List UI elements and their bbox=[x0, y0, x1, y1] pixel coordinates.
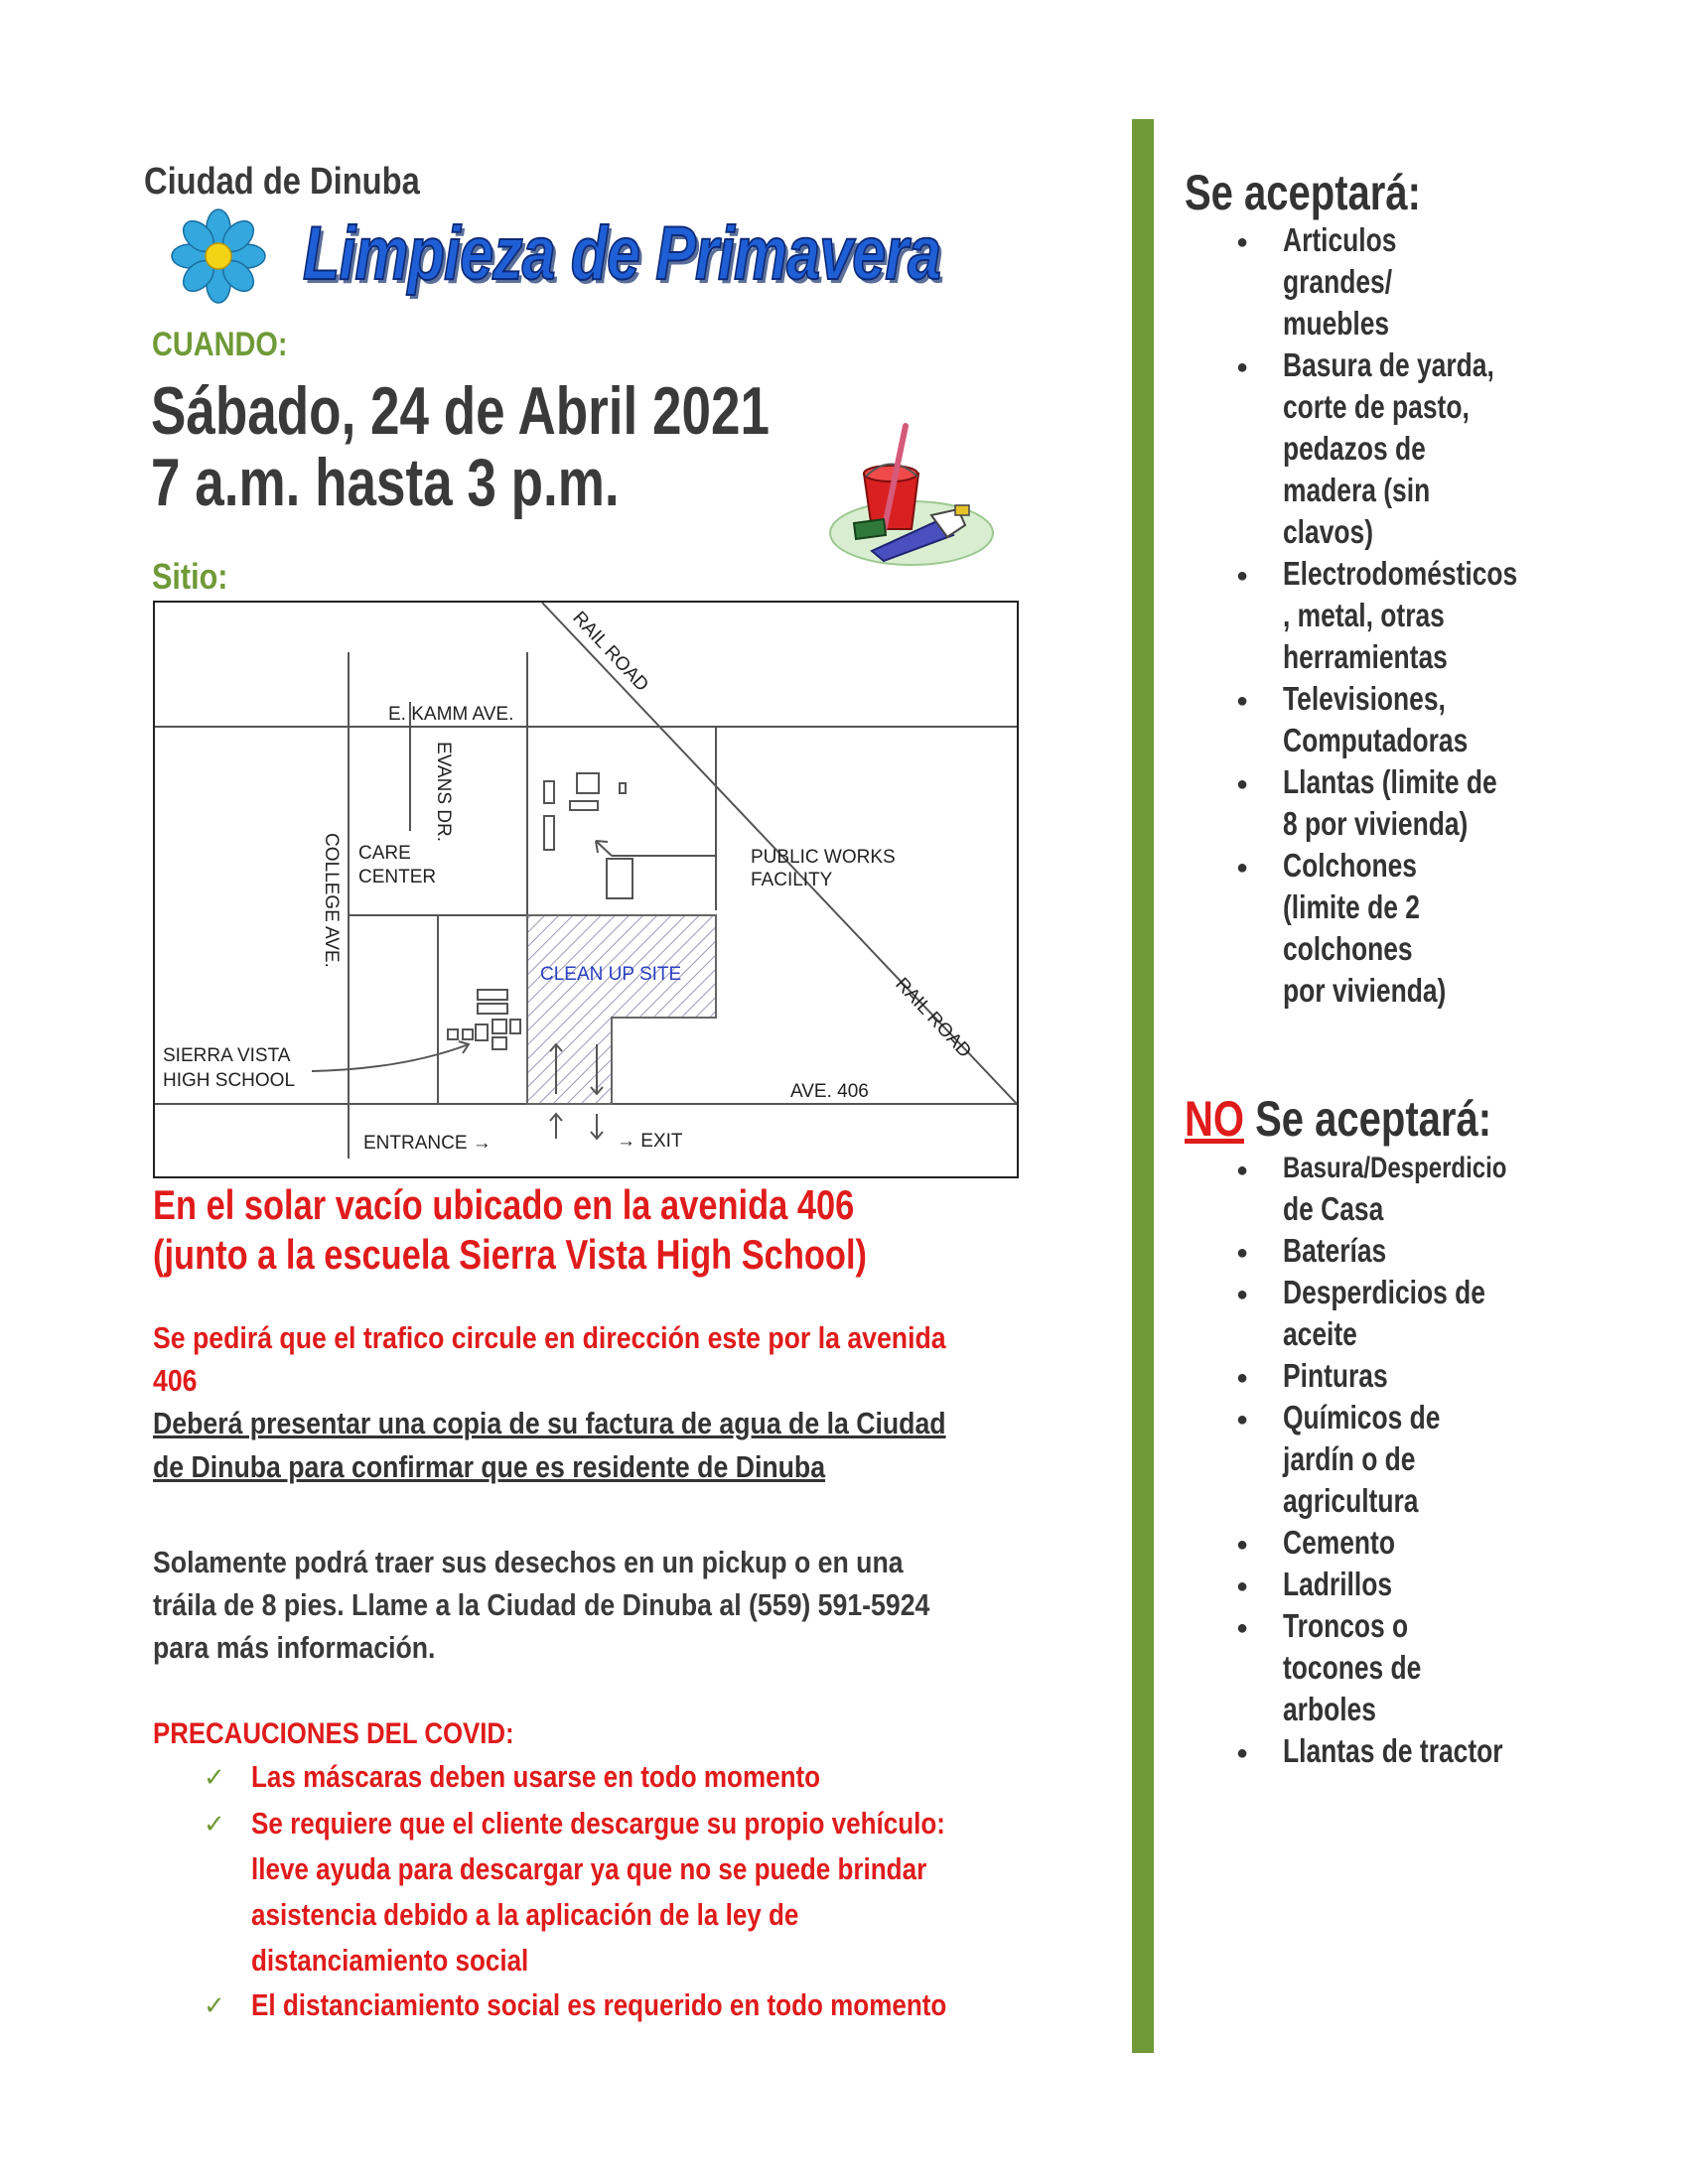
accepted-line: muebles bbox=[1283, 305, 1390, 341]
residency-line-1: Deberá presentar una copia de su factura de agua de la Ciudad bbox=[153, 1406, 946, 1440]
covid-item-2-line-3: asistencia debido a la aplicación de la ley de bbox=[251, 1897, 799, 1932]
accepted-line: Colchones bbox=[1283, 847, 1417, 884]
location-line-2: (junto a la escuela Sierra Vista High School) bbox=[153, 1231, 867, 1278]
not-accepted-line: tocones de bbox=[1283, 1649, 1422, 1686]
not-accepted-line: Desperdicios de bbox=[1283, 1274, 1485, 1310]
location-line-1: En el solar vacío ubicado en la avenida 406 bbox=[153, 1181, 855, 1228]
accepted-line: herramientas bbox=[1283, 638, 1448, 675]
not-accepted-line: Ladrillos bbox=[1283, 1566, 1393, 1602]
bullet-icon: ● bbox=[1236, 565, 1249, 587]
info-line-1: Solamente podrá traer sus desechos en un pickup o en una bbox=[153, 1545, 904, 1579]
accepted-line: (limite de 2 bbox=[1283, 888, 1420, 925]
accepted-line: corte de pasto, bbox=[1283, 388, 1470, 425]
bullet-icon: ● bbox=[1236, 1160, 1249, 1181]
map-label-entrance: ENTRANCE → bbox=[363, 1133, 492, 1154]
map-label-college: COLLEGE AVE. bbox=[321, 833, 342, 968]
site-map bbox=[153, 601, 1019, 1178]
cleaning-bucket-icon bbox=[824, 422, 998, 571]
covid-item-3: El distanciamiento social es requerido en todo momento bbox=[251, 1987, 947, 2022]
traffic-line-2: 406 bbox=[153, 1363, 198, 1398]
accepted-line: madera (sin bbox=[1283, 472, 1431, 508]
accepted-line: clavos) bbox=[1283, 513, 1373, 550]
flower-icon bbox=[169, 206, 268, 306]
info-line-2: tráila de 8 pies. Llame a la Ciudad de Dinuba al (559) 591-5924 bbox=[153, 1587, 930, 1622]
accepted-line: Computadoras bbox=[1283, 722, 1469, 758]
map-label-exit: → EXIT bbox=[617, 1131, 683, 1152]
residency-line-2: de Dinuba para confirmar que es residente de Dinuba bbox=[153, 1449, 826, 1484]
map-label-sierra-1: SIERRA VISTA bbox=[163, 1045, 291, 1066]
not-accepted-line: Troncos o bbox=[1283, 1607, 1409, 1644]
map-label-ave406: AVE. 406 bbox=[790, 1081, 869, 1102]
covid-item-2-line-1: Se requiere que el cliente descargue su propio vehículo: bbox=[251, 1806, 945, 1841]
bullet-icon: ● bbox=[1236, 1575, 1249, 1597]
map-label-sierra-2: HIGH SCHOOL bbox=[163, 1070, 296, 1091]
accepted-line: Llantas (limite de bbox=[1283, 763, 1497, 800]
map-label-clean-up: CLEAN UP SITE bbox=[540, 964, 682, 985]
traffic-line-1: Se pedirá que el trafico circule en dirección este por la avenida bbox=[153, 1320, 946, 1355]
map-label-public-works-2: FACILITY bbox=[751, 870, 833, 890]
event-time: 7 a.m. hasta 3 p.m. bbox=[151, 445, 620, 520]
accepted-line: colchones bbox=[1283, 930, 1413, 967]
not-accepted-line: Llantas de tractor bbox=[1283, 1732, 1503, 1769]
accepted-line: Televisiones, bbox=[1283, 680, 1446, 717]
not-accepted-line: de Casa bbox=[1283, 1190, 1384, 1227]
green-divider bbox=[1132, 119, 1154, 2053]
accepted-line: Electrodomésticos bbox=[1283, 555, 1518, 592]
accepted-line: 8 por vivienda) bbox=[1283, 805, 1469, 842]
not-accepted-line: agricultura bbox=[1283, 1482, 1419, 1519]
not-accepted-heading-rest: Se aceptará: bbox=[1244, 1091, 1492, 1147]
bullet-icon: ● bbox=[1236, 1534, 1249, 1556]
bullet-icon: ● bbox=[1236, 356, 1249, 378]
covid-heading: PRECAUCIONES DEL COVID: bbox=[153, 1717, 514, 1750]
not-accepted-line: Baterías bbox=[1283, 1232, 1387, 1269]
accepted-line: por vivienda) bbox=[1283, 972, 1447, 1009]
city-name: Ciudad de Dinuba bbox=[144, 161, 420, 203]
map-label-public-works-1: PUBLIC WORKS bbox=[751, 847, 896, 868]
bullet-icon: ● bbox=[1236, 1409, 1249, 1431]
map-label-care-1: CARE bbox=[358, 843, 411, 864]
not-accepted-line: jardín o de bbox=[1283, 1440, 1416, 1477]
bullet-icon: ● bbox=[1236, 857, 1249, 879]
not-accepted-line: aceite bbox=[1283, 1315, 1357, 1352]
bullet-icon: ● bbox=[1236, 773, 1249, 795]
site-label: Sitio: bbox=[152, 556, 228, 597]
check-icon: ✓ bbox=[204, 1809, 225, 1839]
when-label: CUANDO: bbox=[152, 326, 288, 363]
info-line-3: para más información. bbox=[153, 1630, 436, 1665]
map-label-evans: EVANS DR. bbox=[433, 742, 454, 843]
check-icon: ✓ bbox=[204, 1762, 225, 1792]
bullet-icon: ● bbox=[1236, 690, 1249, 712]
map-label-care-2: CENTER bbox=[358, 867, 437, 887]
bullet-icon: ● bbox=[1236, 231, 1249, 253]
not-accepted-line: Cemento bbox=[1283, 1524, 1395, 1561]
covid-item-2-line-4: distanciamiento social bbox=[251, 1943, 529, 1978]
page-title: Limpieza de Primavera bbox=[303, 211, 941, 296]
not-accepted-line: arboles bbox=[1283, 1691, 1376, 1727]
not-accepted-line: Basura/Desperdicio bbox=[1283, 1152, 1507, 1184]
covid-item-1: Las máscaras deben usarse en todo momento bbox=[251, 1759, 821, 1794]
map-label-kamm: E. KAMM AVE. bbox=[388, 704, 514, 725]
accepted-line: Basura de yarda, bbox=[1283, 346, 1494, 383]
not-accepted-heading bbox=[1185, 1090, 1491, 1148]
accepted-line: , metal, otras bbox=[1283, 597, 1445, 633]
accepted-heading: Se aceptará: bbox=[1185, 165, 1421, 220]
bullet-icon: ● bbox=[1236, 1284, 1249, 1305]
accepted-line: pedazos de bbox=[1283, 430, 1426, 467]
bullet-icon: ● bbox=[1236, 1617, 1249, 1639]
map-label-rail-road-1: RAIL ROAD bbox=[568, 608, 653, 696]
map-label-rail-road-2: RAIL ROAD bbox=[891, 974, 976, 1062]
no-word: NO bbox=[1185, 1091, 1244, 1147]
bullet-icon: ● bbox=[1236, 1367, 1249, 1389]
bullet-icon: ● bbox=[1236, 1242, 1249, 1264]
bullet-icon: ● bbox=[1236, 1742, 1249, 1764]
not-accepted-line: Pinturas bbox=[1283, 1357, 1388, 1394]
check-icon: ✓ bbox=[204, 1990, 225, 2020]
not-accepted-line: Químicos de bbox=[1283, 1399, 1441, 1435]
covid-item-2-line-2: lleve ayuda para descargar ya que no se puede brindar bbox=[251, 1851, 927, 1886]
accepted-line: grandes/ bbox=[1283, 263, 1393, 300]
event-date: Sábado, 24 de Abril 2021 bbox=[151, 373, 770, 449]
accepted-line: Articulos bbox=[1283, 221, 1397, 258]
